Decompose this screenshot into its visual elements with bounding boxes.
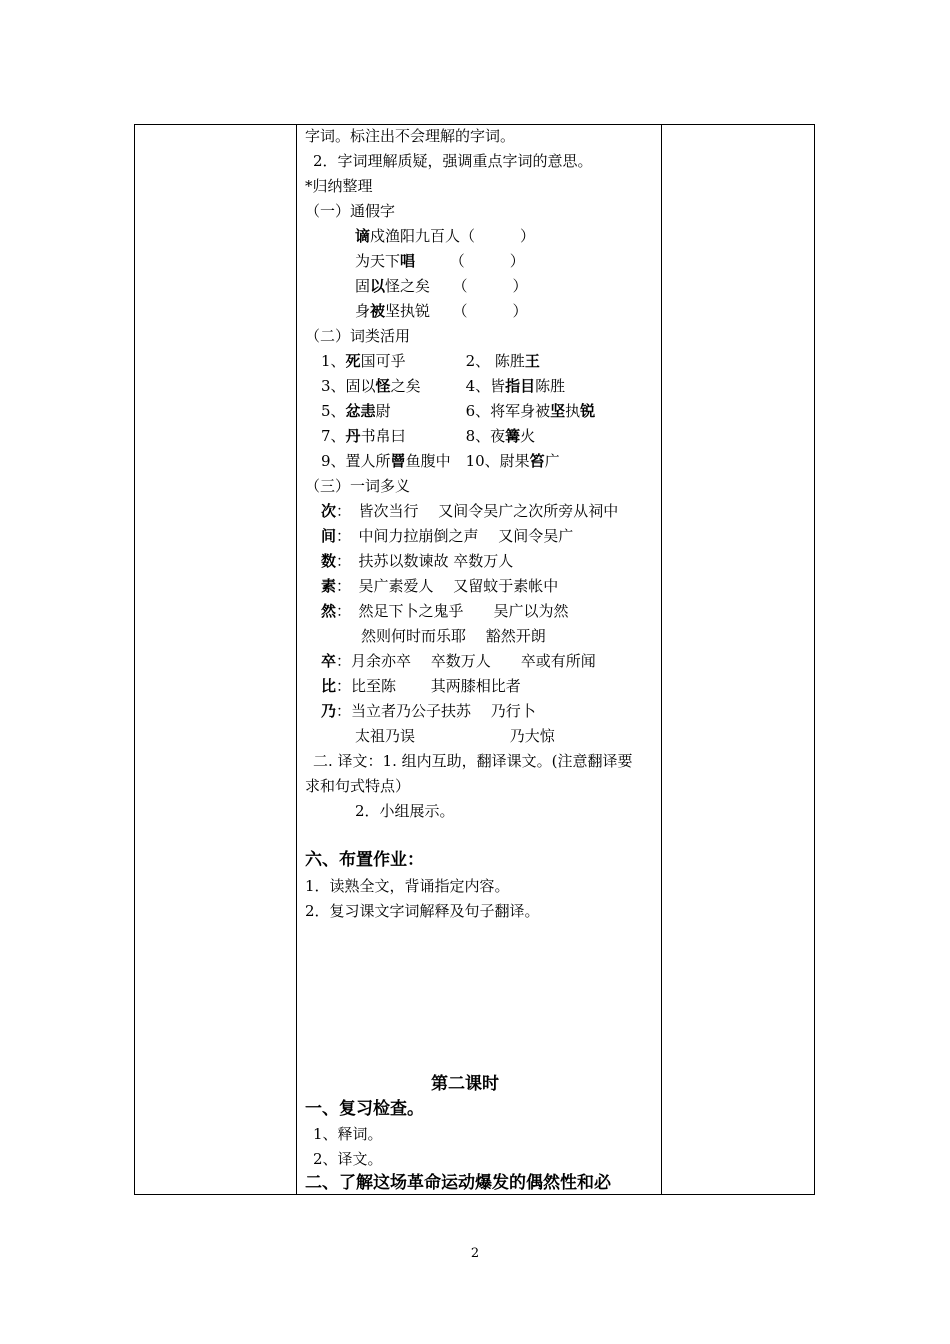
column-divider-right [661, 125, 662, 1194]
text-run: 7、 [321, 427, 346, 445]
emphasized-text: 丹 [345, 427, 361, 445]
text-run: ：月余亦卒 卒数万人 卒或有所闻 [336, 652, 596, 670]
text-line [355, 249, 525, 274]
text-run: 戍渔阳九百人（ ） [370, 227, 536, 245]
page-number: 2 [470, 1246, 480, 1261]
section-heading [305, 1171, 611, 1196]
emphasized-text: 王 [524, 352, 540, 370]
text-run: 尉 6、将军身被 [375, 402, 551, 420]
emphasized-text: 忿恚 [345, 402, 376, 420]
emphasized-text: 死 [345, 352, 361, 370]
text-run: ： 皆次当行 又间令吴广之次所旁从祠中 [336, 502, 619, 520]
emphasized-text: 篝 [505, 427, 521, 445]
text-line [355, 224, 535, 249]
emphasized-text: 然 [321, 602, 337, 620]
emphasized-text: 一、复习检查。 [305, 1099, 424, 1119]
text-line [305, 474, 410, 499]
text-run: 1、释词。 [313, 1125, 383, 1143]
emphasized-text: 次 [321, 502, 337, 520]
emphasized-text: 六、布置作业： [305, 850, 424, 870]
emphasized-text: 比 [321, 677, 337, 695]
text-run: ： 然足下卜之鬼乎 吴广以为然 [336, 602, 569, 620]
emphasized-text: 指目 [505, 377, 536, 395]
text-line [321, 524, 573, 549]
emphasized-text: 卒 [321, 652, 337, 670]
emphasized-text: 二、了解这场革命运动爆发的偶然性和必 [305, 1173, 611, 1193]
text-line [305, 174, 373, 199]
text-line [321, 424, 535, 449]
text-run: ： 吴广素爱人 又留蚊于素帐中 [336, 577, 559, 595]
emphasized-text: 锐 [580, 402, 596, 420]
text-line [305, 774, 410, 799]
text-run: （二）词类活用 [305, 327, 411, 345]
text-line [305, 324, 410, 349]
text-run: 执 [565, 402, 581, 420]
emphasized-text: 数 [321, 552, 337, 570]
text-line [355, 299, 528, 324]
text-run: 国可乎 2、 陈胜 [360, 352, 525, 370]
text-run: ： 扶苏以数谏故 卒数万人 [336, 552, 514, 570]
text-run: 鱼腹中 10、尉果 [405, 452, 530, 470]
emphasized-text: 笞 [529, 452, 545, 470]
text-line [321, 699, 536, 724]
text-run: 固 [355, 277, 371, 295]
emphasized-text: 坚 [550, 402, 566, 420]
section-heading [305, 1097, 424, 1122]
text-run: 二. 译文：1. 组内互助，翻译课文。(注意翻译要 [313, 752, 633, 770]
text-run: （一）通假字 [305, 202, 396, 220]
text-run: 1、 [321, 352, 346, 370]
text-run: 字词。标注出不会理解的字词。 [305, 127, 516, 145]
text-run: 身 [355, 302, 371, 320]
emphasized-text: 唱 [400, 252, 416, 270]
text-run: （ ） [415, 252, 525, 270]
emphasized-text: 第二课时 [431, 1074, 499, 1094]
text-line [355, 799, 455, 824]
emphasized-text: 怪 [375, 377, 391, 395]
text-run: 5、 [321, 402, 346, 420]
text-run: 书帛曰 8、夜 [360, 427, 506, 445]
text-run: ：当立者乃公子扶苏 乃行卜 [336, 702, 536, 720]
text-run: 2．小组展示。 [355, 802, 455, 820]
text-run: 1．读熟全文，背诵指定内容。 [305, 877, 510, 895]
text-line [313, 1122, 383, 1147]
text-line [313, 149, 593, 174]
section-heading [305, 848, 424, 873]
text-run: 3、固以 [321, 377, 376, 395]
text-run: 广 [544, 452, 560, 470]
emphasized-text: 乃 [321, 702, 337, 720]
text-run: ： 中间力拉崩倒之声 又间令吴广 [336, 527, 574, 545]
text-run: 坚执锐 （ ） [385, 302, 528, 320]
text-run: 9、置人所 [321, 452, 391, 470]
text-run: （三）一词多义 [305, 477, 411, 495]
text-run: 2．复习课文字词解释及句子翻译。 [305, 902, 540, 920]
text-line [305, 124, 515, 149]
text-run: 火 [520, 427, 536, 445]
text-run: 之矣 4、皆 [390, 377, 506, 395]
text-run: ：比至陈 其两膝相比者 [336, 677, 521, 695]
text-line [313, 1147, 383, 1172]
text-line [313, 749, 632, 774]
text-line [305, 874, 510, 899]
text-run: 然则何时而乐耶 豁然开朗 [361, 627, 546, 645]
text-run: 2、译文。 [313, 1150, 383, 1168]
text-line [355, 274, 528, 299]
emphasized-text: 罾 [390, 452, 406, 470]
text-line [321, 449, 560, 474]
emphasized-text: 以 [370, 277, 386, 295]
text-line [305, 899, 540, 924]
column-divider-left [296, 125, 297, 1194]
text-line [321, 374, 565, 399]
text-line [361, 624, 546, 649]
section-heading [305, 1072, 625, 1097]
text-run: 太祖乃误 乃大惊 [355, 727, 555, 745]
text-run: 求和句式特点） [305, 777, 411, 795]
text-line [321, 549, 513, 574]
emphasized-text: 被 [370, 302, 386, 320]
text-line [305, 199, 395, 224]
text-run: 怪之矣 （ ） [385, 277, 528, 295]
emphasized-text: 间 [321, 527, 337, 545]
text-line [321, 349, 540, 374]
text-run: 为天下 [355, 252, 401, 270]
emphasized-text: 谪 [355, 227, 371, 245]
text-run: 2．字词理解质疑，强调重点字词的意思。 [313, 152, 593, 170]
text-run: 陈胜 [535, 377, 566, 395]
text-run: *归纳整理 [305, 177, 373, 195]
text-line [321, 599, 569, 624]
text-line [321, 574, 558, 599]
text-line [321, 649, 596, 674]
text-line [355, 724, 555, 749]
text-line [321, 499, 618, 524]
text-line [321, 399, 595, 424]
emphasized-text: 素 [321, 577, 337, 595]
text-line [321, 674, 521, 699]
